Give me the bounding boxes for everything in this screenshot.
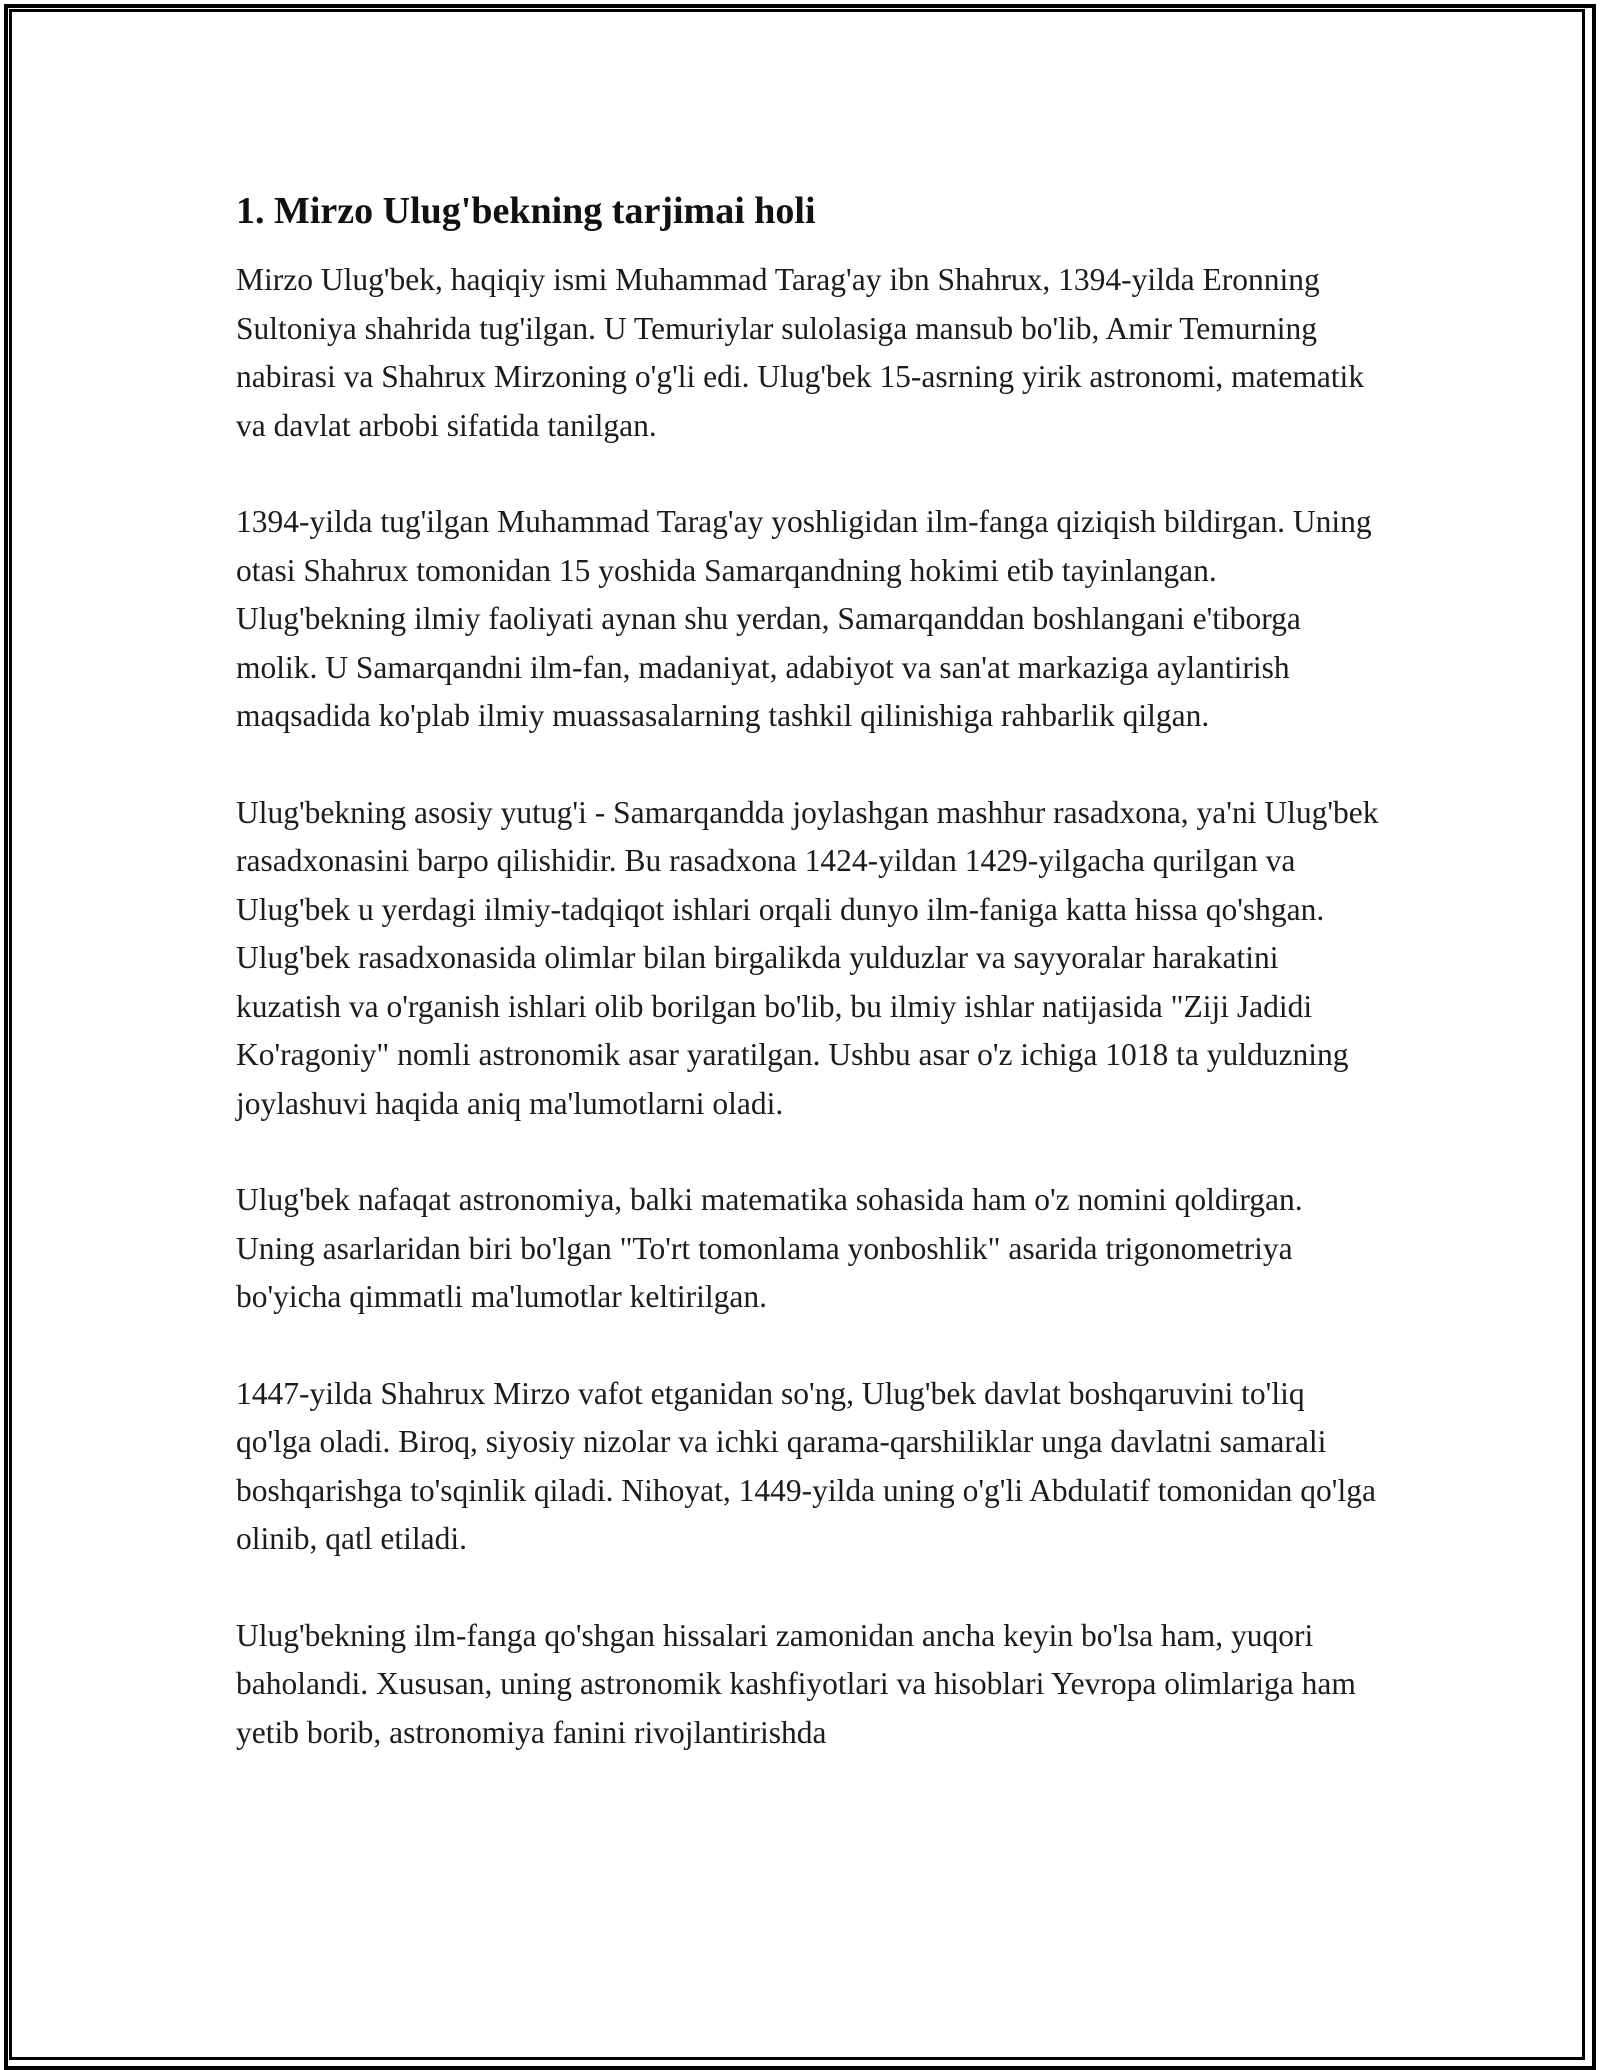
paragraph-6: Ulug'bekning ilm-fanga qo'shgan hissalari zamonidan ancha keyin bo'lsa ham, yuqori baholandi. Xususan, uning astronomik kashfiyotlari va hisoblari Yevropa olimlariga ham yetib borib, astronomiya fanini rivojlantirishda	[236, 1617, 1356, 1750]
paragraph-5: 1447-yilda Shahrux Mirzo vafot etganidan so'ng, Ulug'bek davlat boshqaruvini to'liq qo'lga oladi. Biroq, siyosiy nizolar va ichki qarama-qarshiliklar unga davlatni samarali boshqarishga to'sqinlik qiladi. Nihoyat, 1449-yilda uning o'g'li Abdulatif tomonidan qo'lga olinib, qatl etiladi.	[236, 1375, 1376, 1556]
paragraph-3: Ulug'bekning asosiy yutug'i - Samarqandda joylashgan mashhur rasadxona, ya'ni Ulug'bek rasadxonasini barpo qilishidir. Bu rasadxona 1424-yildan 1429-yilgacha qurilgan va Ulug'bek u yerdagi ilmiy-tadqiqot ishlari orqali dunyo ilm-faniga katta hissa qo'shgan. Ulug'bek rasadxonasida olimlar bilan birgalikda yulduzlar va sayyoralar harakatini kuzatish va o'rganish ishlari olib borilgan bo'lib, bu ilmiy ishlar natijasida "Ziji Jadidi Ko'ragoniy" nomli astronomik asar yaratilgan. Ushbu asar o'z ichiga 1018 ta yulduzning joylashuvi haqida aniq ma'lumotlarni oladi.	[236, 794, 1379, 1121]
paragraph-1: Mirzo Ulug'bek, haqiqiy ismi Muhammad Tarag'ay ibn Shahrux, 1394-yilda Eronning Sultoniya shahrida tug'ilgan. U Temuriylar sulolasiga mansub bo'lib, Amir Temurning nabirasi va Shahrux Mirzoning o'g'li edi. Ulug'bek 15-asrning yirik astronomi, matematik va davlat arbobi sifatida tanilgan.	[236, 262, 1365, 443]
document-body	[236, 186, 1386, 1805]
paragraph-2: 1394-yilda tug'ilgan Muhammad Tarag'ay yoshligidan ilm-fanga qiziqish bildirgan. Uning otasi Shahrux tomonidan 15 yoshida Samarqandning hokimi etib tayinlangan. Ulug'bekning ilmiy faoliyati aynan shu yerdan, Samarqanddan boshlangani e'tiborga molik. U Samarqandni ilm-fan, madaniyat, adabiyot va san'at markaziga aylantirish maqsadida ko'plab ilmiy muassasalarning tashkil qilinishiga rahbarlik qilgan.	[236, 504, 1372, 733]
page-title: 1. Mirzo Ulug'bekning tarjimai holi	[236, 190, 816, 232]
paragraph-4: Ulug'bek nafaqat astronomiya, balki matematika sohasida ham o'z nomini qoldirgan. Uning asarlaridan biri bo'lgan "To'rt tomonlama yonboshlik" asarida trigonometriya bo'yicha qimmatli ma'lumotlar keltirilgan.	[236, 1182, 1303, 1314]
